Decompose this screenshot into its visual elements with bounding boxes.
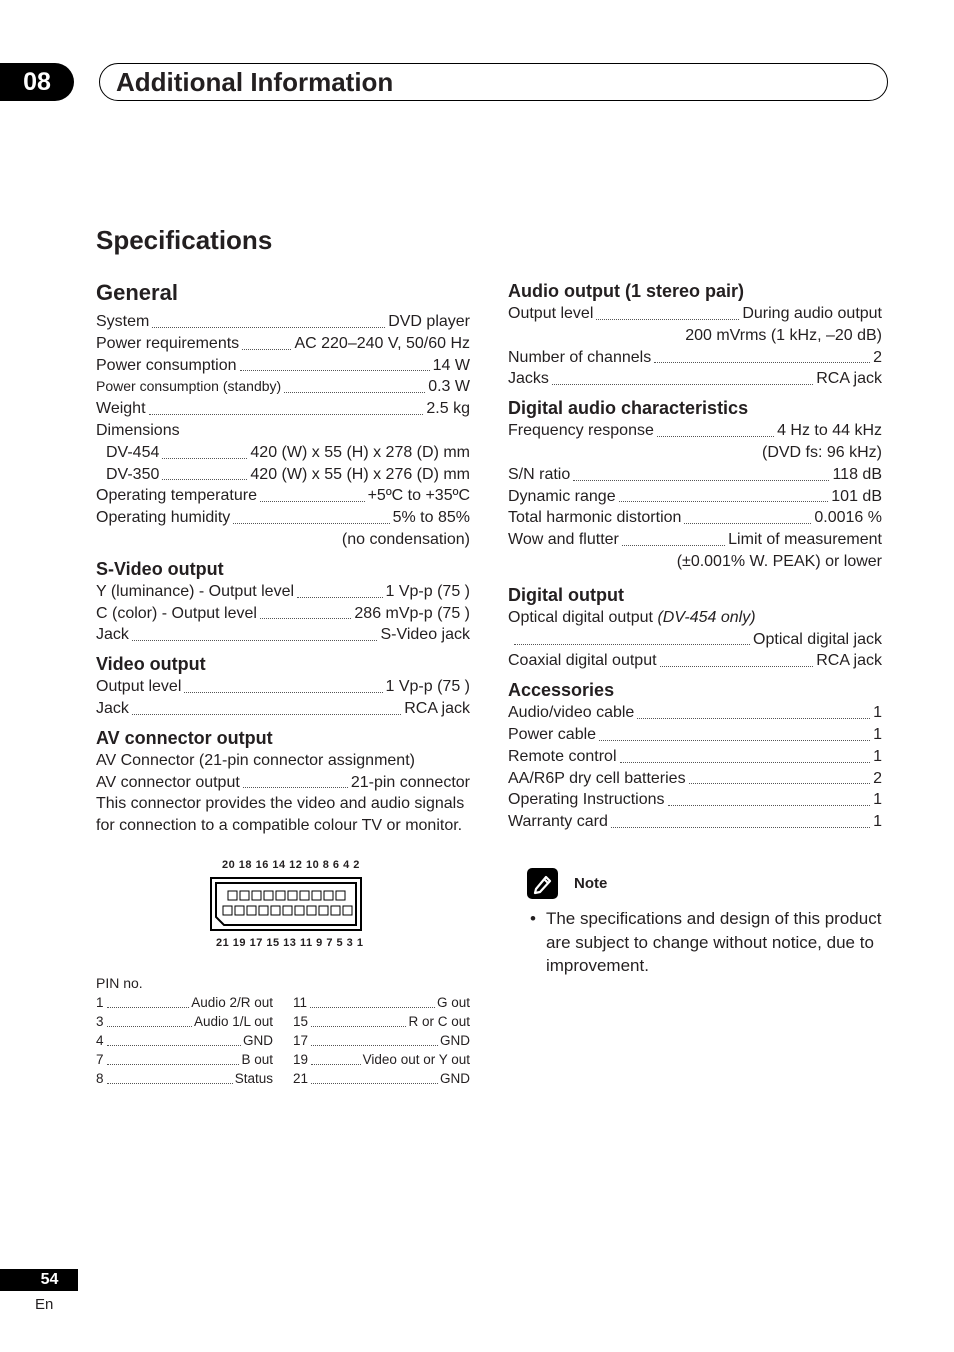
video-section [96, 652, 470, 720]
pin-row: 4 GND [96, 1032, 273, 1048]
pin-row: 7 B out [96, 1051, 273, 1067]
top-pin-numbers: 20 18 16 14 12 10 8 6 4 2 [222, 858, 360, 871]
pin-row: 8 Status [96, 1070, 273, 1086]
general-heading: General [96, 280, 178, 305]
note-title: Note [574, 875, 608, 892]
spec-row: Operating Instructions 1 [508, 791, 882, 809]
pin-column-right [293, 993, 470, 1088]
svideo-heading: S-Video output [96, 558, 224, 579]
left-column [96, 279, 470, 1094]
pin-row: 11 G out [293, 994, 470, 1010]
pin-no-label: PIN no. [96, 974, 143, 991]
scart-pin [271, 906, 280, 915]
video-heading: Video output [96, 654, 206, 675]
spec-row: S/N ratio 118 dB [508, 465, 882, 483]
note-box [527, 868, 882, 978]
humidity-note: (no condensation) [341, 530, 470, 548]
dimensions-label: Dimensions [96, 421, 180, 439]
bottom-pin-numbers: 21 19 17 15 13 11 9 7 5 3 1 [216, 936, 364, 949]
spec-row: Power consumption (standby) 0.3 W [96, 378, 470, 396]
page-title: Specifications [96, 225, 273, 255]
pin-table [96, 993, 470, 1088]
wow-flutter-cont: (±0.001% W. PEAK) or lower [676, 552, 882, 570]
scart-pin [276, 891, 285, 900]
spec-row: Audio/video cable 1 [508, 704, 882, 722]
spec-row: DV-454 420 (W) x 55 (H) x 278 (D) mm [106, 443, 470, 461]
scart-pin [235, 906, 244, 915]
digital-audio-section [508, 396, 882, 573]
frequency-response-cont: (DVD fs: 96 kHz) [761, 443, 882, 461]
pin-column-left [96, 993, 273, 1088]
spec-row: Wow and flutter Limit of measurement [508, 531, 882, 549]
spec-row: Optical digital jack [508, 629, 882, 651]
spec-row: Warranty card 1 [508, 813, 882, 831]
spec-row: Power consumption 14 W [96, 356, 470, 374]
spec-row: Operating humidity 5% to 85% [96, 509, 470, 527]
spec-row: Jacks RCA jack [508, 370, 882, 388]
bullet-mark: • [530, 909, 536, 928]
scart-pin [264, 891, 273, 900]
spec-row: Jack S-Video jack [96, 626, 470, 644]
accessories-section [508, 678, 882, 833]
digital-output-heading: Digital output [508, 584, 624, 605]
spec-row: Remote control 1 [508, 747, 882, 765]
digital-output-section [508, 583, 882, 672]
scart-pin [259, 906, 268, 915]
av-line: AV Connector (21-pin connector assignment) [96, 751, 415, 769]
av-heading: AV connector output [96, 727, 273, 748]
spec-row: C (color) - Output level 286 mVp-p (75 ) [96, 604, 470, 622]
spec-row: Y (luminance) - Output level 1 Vp-p (75 ) [96, 582, 470, 600]
scart-pin [247, 906, 256, 915]
spec-row: DV-350 420 (W) x 55 (H) x 276 (D) mm [106, 465, 470, 483]
spec-row: System DVD player [96, 313, 470, 330]
pencil-icon [527, 868, 558, 899]
audio-section [508, 279, 882, 390]
scart-pin [223, 906, 232, 915]
spec-row: Total harmonic distortion 0.0016 % [508, 509, 882, 527]
scart-pin [240, 891, 249, 900]
audio-output-level-cont: 200 mVrms (1 kHz, –20 dB) [685, 326, 882, 344]
scart-pin [324, 891, 333, 900]
note-text: The specifications and design of this product are subject to change without notice, due to improvement. [545, 909, 882, 975]
pin-row: 17 GND [293, 1032, 470, 1048]
spec-row: Output level During audio output [508, 305, 882, 322]
scart-pin [288, 891, 297, 900]
language-label: En [35, 1296, 54, 1313]
chapter-number: 08 [0, 63, 74, 101]
digital-audio-heading: Digital audio characteristics [508, 398, 749, 419]
scart-pin [336, 891, 345, 900]
spec-row: Coaxial digital output RCA jack [508, 652, 882, 670]
spec-row: AV connector output 21-pin connector [96, 773, 470, 791]
accessories-heading: Accessories [508, 680, 615, 701]
spec-row: Power cable 1 [508, 725, 882, 743]
av-description: This connector provides the video and audio signals for connection to a compatible colour TV or monitor. [96, 795, 465, 835]
right-column [508, 279, 882, 839]
scart-pin [252, 891, 261, 900]
scart-pin [307, 906, 316, 915]
spec-row: Output level 1 Vp-p (75 ) [96, 678, 470, 696]
scart-pin [228, 891, 237, 900]
svideo-section [96, 557, 470, 646]
scart-pin [343, 906, 352, 915]
spec-row: AA/R6P dry cell batteries 2 [508, 769, 882, 787]
scart-pin [295, 906, 304, 915]
pin-row: 21 GND [293, 1070, 470, 1086]
general-section [96, 279, 470, 551]
spec-row: Number of channels 2 [508, 348, 882, 366]
scart-pin [319, 906, 328, 915]
optical-output-label: Optical digital output (DV-454 only) [508, 608, 756, 626]
scart-pin [300, 891, 309, 900]
scart-pin [331, 906, 340, 915]
note-header [527, 868, 882, 899]
pin-row: 19 Video out or Y out [293, 1051, 470, 1067]
scart-connector-diagram [206, 859, 366, 949]
page-number: 54 [0, 1269, 78, 1291]
spec-row: Operating temperature +5ºC to +35ºC [96, 487, 470, 505]
chapter-title: Additional Information [116, 67, 394, 97]
spec-row: Power requirements AC 220–240 V, 50/60 Hz [96, 334, 470, 352]
audio-heading: Audio output (1 stereo pair) [508, 281, 744, 301]
av-section [96, 726, 470, 1088]
pin-row: 3 Audio 1/L out [96, 1013, 273, 1029]
scart-pin [312, 891, 321, 900]
note-bullet-item [527, 907, 882, 978]
spec-row: Weight 2.5 kg [96, 400, 470, 418]
scart-connector-icon [210, 877, 362, 931]
spec-row: Frequency response 4 Hz to 44 kHz [508, 422, 882, 440]
spec-row: Dynamic range 101 dB [508, 487, 882, 505]
pin-row: 15 R or C out [293, 1013, 470, 1029]
scart-pin [283, 906, 292, 915]
spec-row: Jack RCA jack [96, 699, 470, 717]
pin-row: 1 Audio 2/R out [96, 994, 273, 1010]
